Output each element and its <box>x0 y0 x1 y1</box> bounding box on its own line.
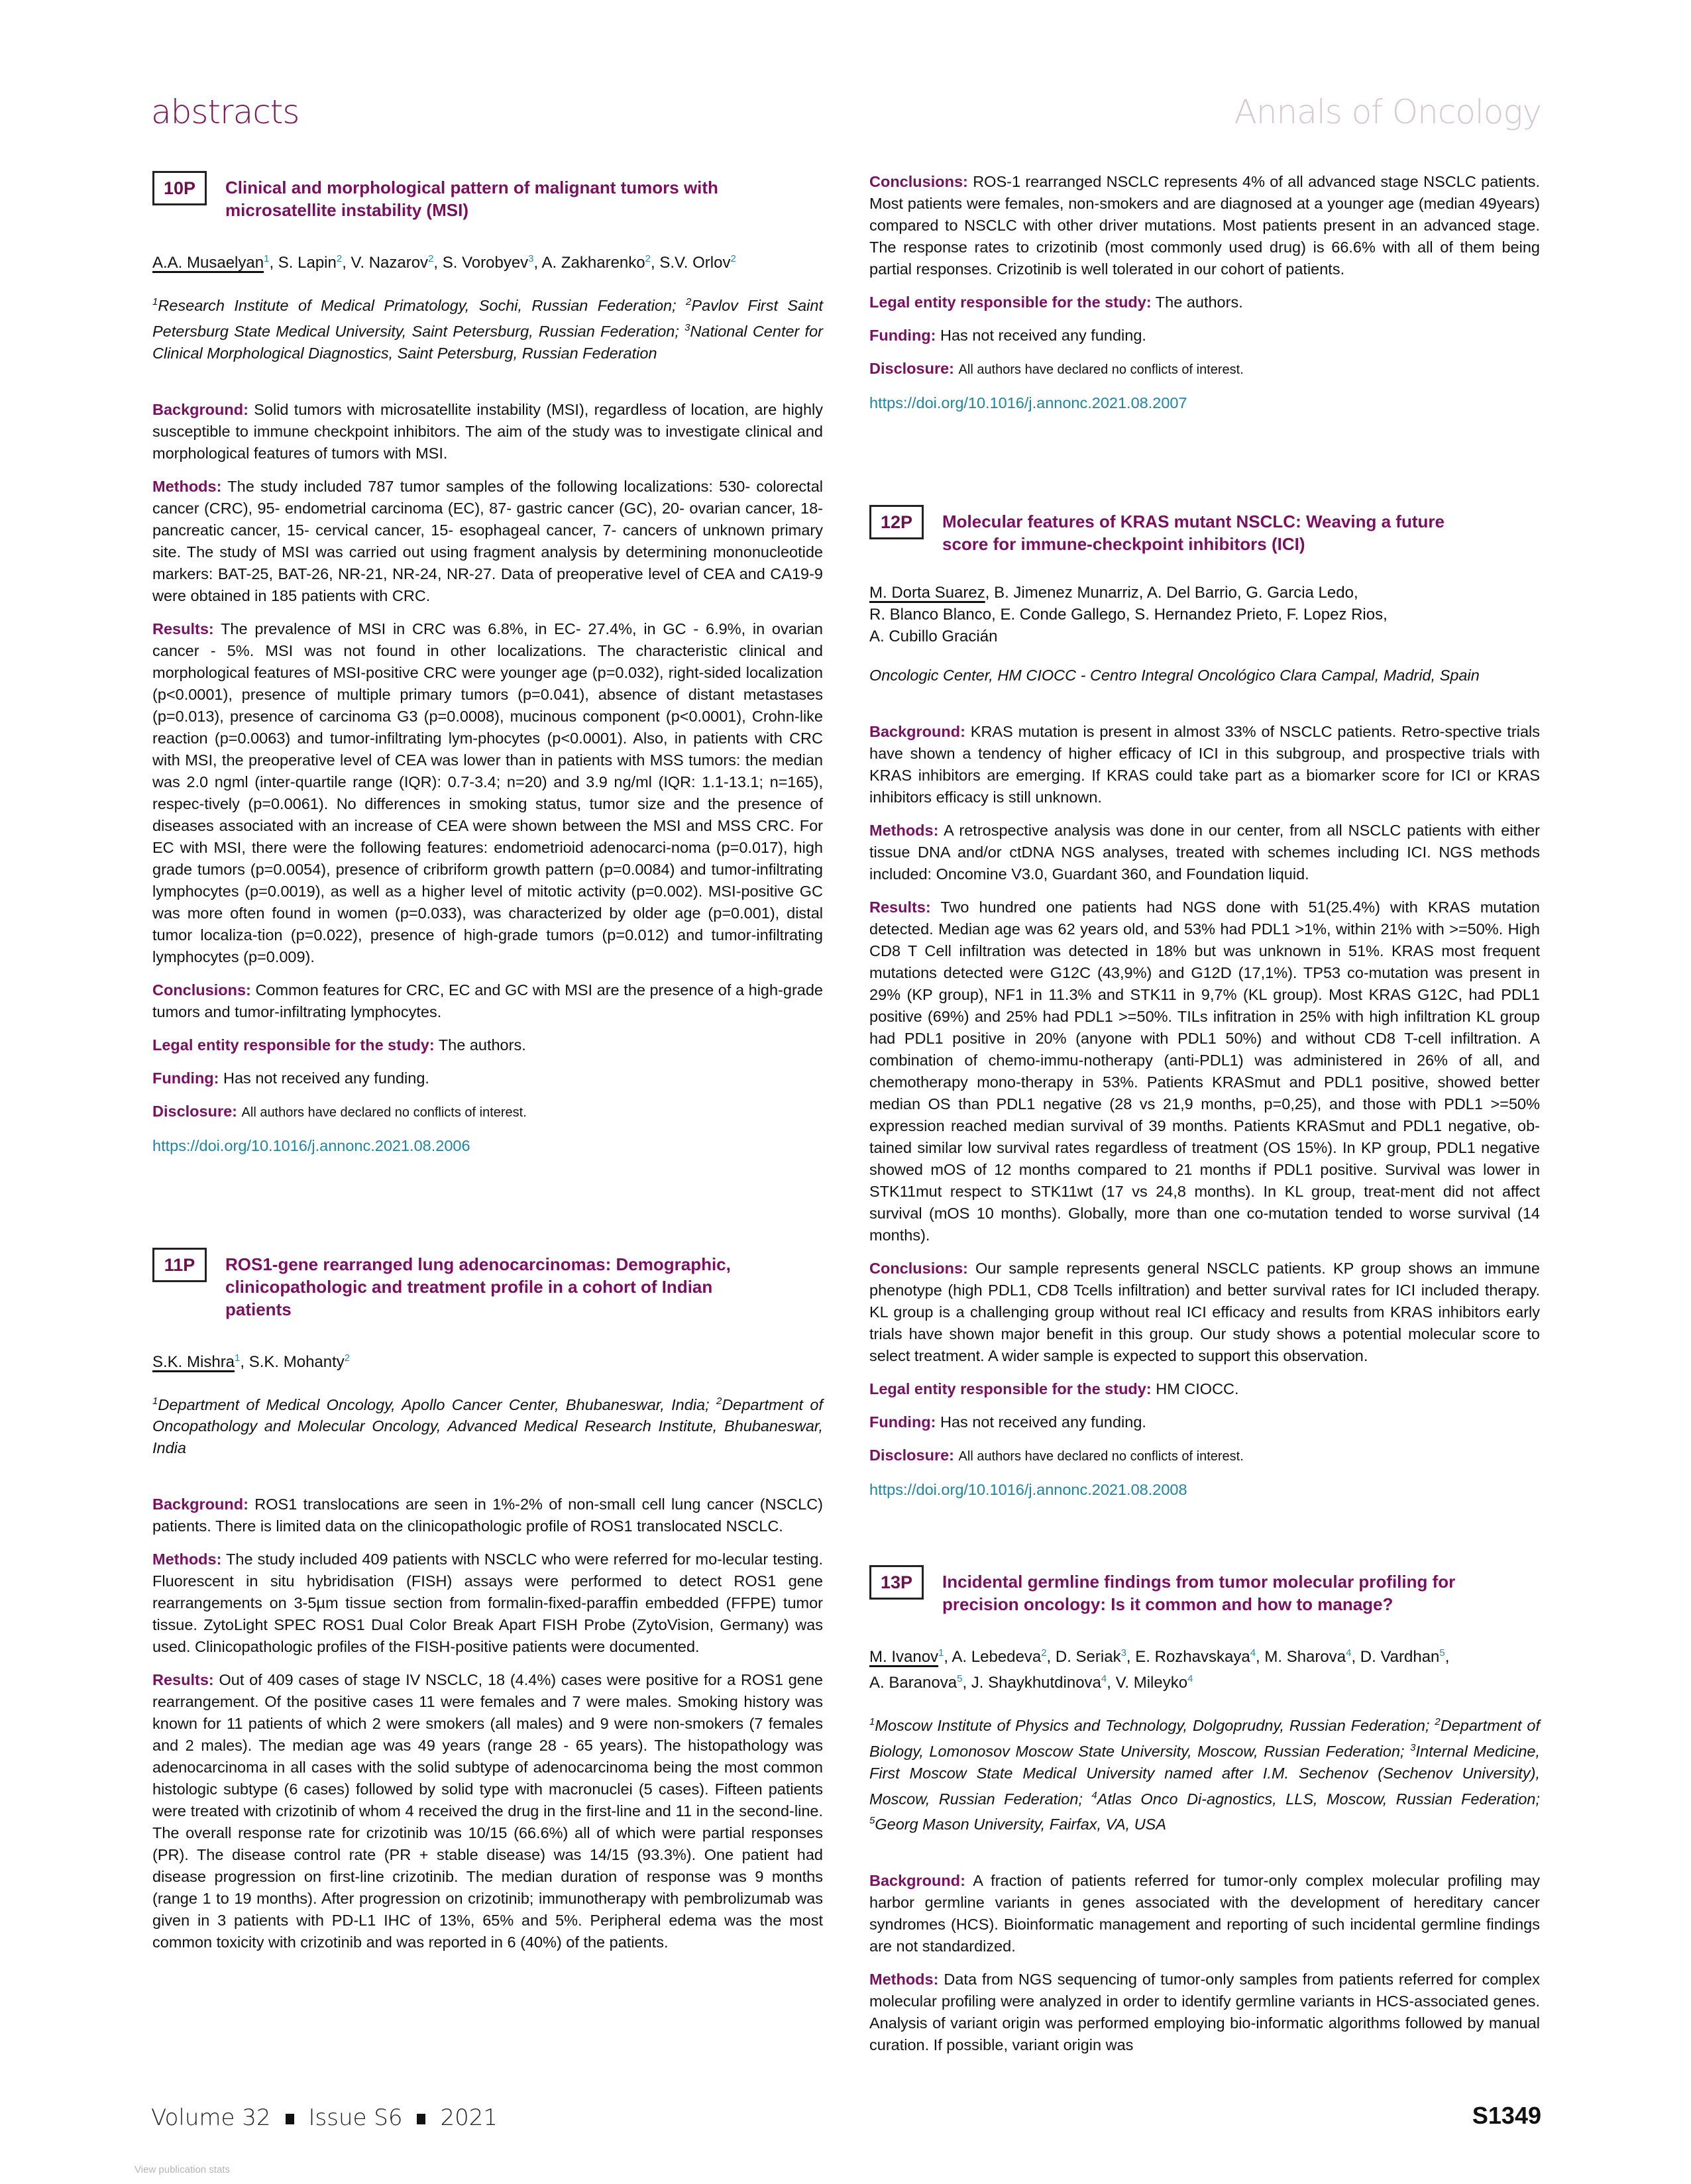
footer-volume: Volume 32 <box>151 2104 271 2131</box>
section-text: ROS-1 rearranged NSCLC represents 4% of all advanced stage NSCLC patients. Most patients were females, non-smokers and are diagnosed at a younger age (median 49years) compared to NSCLC with other driver mutations. Most patients present in an advanced stage. The response rates to crizotinib (most commonly used drug) is 66.6% with all of them being partial responses. Crizotinib is well tolerated in our cohort of patients. <box>869 173 1541 278</box>
section-label: Methods: <box>152 1551 222 1568</box>
section-label: Disclosure: <box>152 1102 237 1120</box>
section-label: Conclusions: <box>152 981 251 999</box>
abstract-id-badge: 11P <box>152 1248 207 1282</box>
affiliation-text: Department of Medical Oncology, Apollo Cancer Center, Bhubaneswar, India; <box>158 1395 716 1413</box>
abstract-title: Clinical and morphological pattern of malignant tumors with microsatellite instability (MSI) <box>225 178 718 220</box>
section-text: All authors have declared no conflicts of interest. <box>958 1449 1244 1464</box>
section-text: Has not received any funding. <box>223 1069 429 1087</box>
section-text: HM CIOCC. <box>1156 1380 1239 1397</box>
abstract-id-badge: 10P <box>152 171 207 205</box>
methods-section <box>869 820 1540 885</box>
author-name: V. Mileyko <box>1115 1674 1188 1692</box>
disclosure-section <box>869 1445 1540 1468</box>
affiliation-text: Atlas Onco Di-agnostics, LLS, Moscow, Russian Federation; <box>1097 1790 1540 1808</box>
affiliations <box>152 1390 823 1460</box>
abstract-11p-continued <box>869 171 1540 414</box>
section-text: KRAS mutation is present in almost 33% of NSCLC patients. Retro-spective trials have shown a tendency of higher efficacy of ICI in this subgroup, and prospective trials with KRAS inhibitors are emerging. If KRAS could take part as a biomarker score for ICI or KRAS inhibitors efficacy is still unknown. <box>869 723 1540 806</box>
affiliations <box>152 291 823 364</box>
author-affiliation-mark: 4 <box>1101 1673 1107 1684</box>
author-names: R. Blanco Blanco, E. Conde Gallego, S. Hernandez Prieto, F. Lopez Rios, <box>869 606 1388 624</box>
author-affiliation-mark: 4 <box>1250 1647 1256 1659</box>
left-column <box>152 171 823 1965</box>
section-label: Methods: <box>869 1971 939 1989</box>
right-column <box>869 171 1540 2067</box>
separator-square-icon <box>417 2114 425 2124</box>
affiliation-text: Georg Mason University, Fairfax, VA, USA <box>875 1816 1167 1833</box>
disclosure-section <box>869 358 1540 381</box>
author-name: M. Sharova <box>1264 1648 1346 1666</box>
section-text: All authors have declared no conflicts of interest. <box>958 362 1244 377</box>
author-affiliation-mark: 2 <box>1041 1647 1047 1659</box>
author-affiliation-mark: 2 <box>344 1352 351 1364</box>
author-name: A. Baranova <box>869 1674 957 1692</box>
page-number: S1349 <box>1472 2102 1541 2129</box>
results-section <box>152 618 823 968</box>
section-label: Results: <box>152 620 214 637</box>
abstract-spacer <box>869 1512 1540 1565</box>
methods-section <box>152 476 823 607</box>
abstract-heading <box>152 171 823 221</box>
affiliation-text: Moscow Institute of Physics and Technology, Dolgoprudny, Russian Federation; <box>875 1716 1435 1734</box>
author-affiliation-mark: 2 <box>336 253 343 264</box>
section-label: Background: <box>152 400 248 418</box>
section-text: A fraction of patients referred for tumor-only complex molecular profiling may harbor germline variants in genes associated with the development of hereditary cancer syndromes (HCS). Bioinformatic management and reporting of such incidental germline findings are not standardized. <box>869 1872 1541 1955</box>
affiliation-text: National Center for Clinical Morphological Diagnostics, Saint Petersburg, Russian Federation <box>152 322 823 362</box>
section-label: Funding: <box>152 1069 219 1087</box>
footer-year: 2021 <box>440 2104 498 2131</box>
view-publication-stats-link[interactable]: View publication stats <box>135 2164 230 2175</box>
section-text: The study included 787 tumor samples of the following localizations: 530- colorectal cancer (CRC), 95- endometrial carcinoma (EC), 87- gastric cancer (GC), 20- ovarian cancer, 18- pancreatic cancer, 15- cervical cancer, 15- esophageal cancer, 7- cancers of unknown primary site. The study of MSI was carried out using fragment analysis by determining mononucleotide markers: BAT-25, BAT-26, NR-21, NR-24, NR-27. Data of preoperative level of CEA and CA19-9 were obtained in 185 patients with CRC. <box>152 477 823 604</box>
section-label: Conclusions: <box>869 173 968 190</box>
author-affiliation-mark: 2 <box>730 253 736 264</box>
author-affiliation-mark: 1 <box>235 1352 241 1364</box>
author-names: A. Cubillo Gracián <box>869 628 998 645</box>
abstract-12p <box>869 505 1540 1501</box>
author-name: D. Vardhan <box>1360 1648 1440 1666</box>
running-header-section: abstracts <box>151 93 300 131</box>
footer-issue: Issue S6 <box>308 2104 403 2131</box>
abstract-heading <box>869 505 1540 555</box>
funding-section <box>869 1411 1540 1433</box>
author-name: S. Lapin <box>278 254 337 272</box>
separator-square-icon <box>286 2114 294 2124</box>
legal-entity-section <box>152 1034 823 1056</box>
section-label: Methods: <box>869 822 939 839</box>
author-affiliation-mark: 3 <box>528 253 534 264</box>
author-name: E. Rozhavskaya <box>1135 1648 1250 1666</box>
conclusions-section <box>869 1258 1540 1367</box>
methods-section <box>869 1969 1540 2056</box>
doi-link[interactable]: https://doi.org/10.1016/j.annonc.2021.08.2007 <box>869 394 1187 411</box>
abstract-heading <box>869 1565 1540 1615</box>
author-name: M. Dorta Suarez <box>869 584 985 602</box>
affiliation-text: Pavlov First Saint Petersburg State Medical University, Saint Petersburg, Russian Federation; <box>152 296 823 340</box>
affiliation-number: 2 <box>686 296 692 307</box>
legal-entity-section <box>869 292 1540 313</box>
affiliations <box>869 1711 1540 1835</box>
author-name: S.K. Mohanty <box>248 1352 345 1371</box>
author-affiliation-mark: 4 <box>1346 1647 1352 1659</box>
author-name: S.K. Mishra <box>152 1352 235 1371</box>
affiliation-text: Internal Medicine, First Moscow State Medical University named after I.M. Sechenov (Sechenov University), Moscow, Russian Federation; <box>869 1742 1540 1808</box>
affiliation-number: 1 <box>869 1716 875 1727</box>
author-affiliation-mark: 5 <box>1439 1647 1445 1659</box>
section-text: The authors. <box>438 1036 526 1054</box>
affiliation-text: Research Institute of Medical Primatology, Sochi, Russian Federation; <box>158 296 686 314</box>
author-name: J. Shaykhutdinova <box>971 1674 1101 1692</box>
abstract-heading <box>152 1248 823 1321</box>
section-text: Common features for CRC, EC and GC with MSI are the presence of a high-grade tumors and tumor-infiltrating lymphocytes. <box>152 981 823 1020</box>
author-list: M. Ivanov$^1$, A. Lebedeva$^2$, D. Seriak$^3$, E. Rozhavskaya$^4$, M. Sharova$^4$, D. Vardhan$^5$, A. Baranova$^5$, J. Shaykhutdinova$^4$, V. Mileyko$^4$ <box>869 1647 1450 1692</box>
funding-section <box>152 1067 823 1089</box>
affiliation-text: Department of Biology, Lomonosov Moscow State University, Moscow, Russian Federation; <box>869 1716 1540 1760</box>
author-affiliation-mark: 1 <box>264 253 270 264</box>
section-label: Disclosure: <box>869 360 954 377</box>
abstract-11p <box>152 1248 823 1954</box>
abstract-id-badge: 12P <box>869 505 924 539</box>
affiliation-number: 4 <box>1091 1789 1097 1801</box>
affiliation-number: 3 <box>684 321 690 333</box>
section-label: Background: <box>869 723 965 740</box>
section-label: Legal entity responsible for the study: <box>869 294 1152 311</box>
affiliation-number: 1 <box>152 1395 158 1407</box>
author-affiliation-mark: 3 <box>1120 1647 1126 1659</box>
footer-volume-info <box>151 2104 498 2131</box>
section-text: A retrospective analysis was done in our center, from all NSCLC patients with either tissue DNA and/or ctDNA NGS analyses, treated with schemes including ICI. NGS methods included: Oncomine V3.0, Guardant 360, and Foundation liquid. <box>869 822 1541 883</box>
abstract-title: Incidental germline findings from tumor molecular profiling for precision oncology: Is it common and how to manage? <box>942 1572 1456 1614</box>
abstract-spacer <box>152 1168 823 1248</box>
section-label: Background: <box>869 1872 965 1890</box>
author-name: V. Nazarov <box>351 254 429 272</box>
author-name: D. Seriak <box>1055 1648 1121 1666</box>
section-text: Data from NGS sequencing of tumor-only samples from patients referred for complex molecular profiling were analyzed in order to identify germline variants in HCS-associated genes. Analysis of variant origin was performed employing bio-informatic algorithms followed by manual curation. If possible, variant origin was <box>869 1971 1540 2054</box>
author-list: S.K. Mishra$^1$, S.K. Mohanty$^2$ <box>152 1352 351 1371</box>
abstract-13p <box>869 1565 1540 2056</box>
section-label: Legal entity responsible for the study: <box>152 1036 435 1054</box>
author-name: A.A. Musaelyan <box>152 254 264 272</box>
affiliation-text: Department of Oncopathology and Molecular Oncology, Advanced Medical Research Institute, Bhubaneswar, India <box>152 1395 823 1457</box>
affiliation-number: 2 <box>716 1395 722 1407</box>
author-affiliation-mark: 2 <box>428 253 434 264</box>
author-name: A. Lebedeva <box>952 1648 1042 1666</box>
section-text: The authors. <box>1155 294 1243 311</box>
author-name: M. Ivanov <box>869 1648 939 1666</box>
section-label: Results: <box>869 899 931 916</box>
results-section <box>869 897 1540 1246</box>
affiliation-number: 1 <box>152 296 158 307</box>
affiliation-text: Oncologic Center, HM CIOCC - Centro Integral Oncológico Clara Campal, Madrid, Spain <box>869 667 1480 684</box>
doi-link[interactable]: https://doi.org/10.1016/j.annonc.2021.08.2008 <box>869 1481 1187 1498</box>
methods-section <box>152 1549 823 1658</box>
doi-link[interactable]: https://doi.org/10.1016/j.annonc.2021.08.2006 <box>152 1136 470 1154</box>
affiliation-number: 5 <box>869 1815 875 1827</box>
section-label: Funding: <box>869 327 936 344</box>
section-text: Solid tumors with microsatellite instability (MSI), regardless of location, are highly susceptible to immune checkpoint inhibitors. The aim of the study was to investigate clinical and morphological features of tumors with MSI. <box>152 400 823 462</box>
affiliation-number: 3 <box>1410 1741 1416 1753</box>
section-label: Background: <box>152 1496 248 1513</box>
author-name: A. Zakharenko <box>541 254 645 272</box>
author-name: S.V. Orlov <box>659 254 731 272</box>
abstract-spacer <box>869 425 1540 505</box>
results-section <box>152 1669 823 1953</box>
author-names: , B. Jimenez Munarriz, A. Del Barrio, G. Garcia Ledo, <box>985 584 1358 602</box>
affiliations <box>869 665 1540 686</box>
section-text: All authors have declared no conflicts of interest. <box>241 1105 527 1120</box>
affiliation-number: 2 <box>1435 1716 1441 1727</box>
section-label: Results: <box>152 1671 214 1689</box>
section-label: Funding: <box>869 1413 936 1431</box>
running-header-journal: Annals of Oncology <box>1234 93 1541 131</box>
background-section <box>152 399 823 464</box>
section-label: Legal entity responsible for the study: <box>869 1380 1152 1397</box>
conclusions-section <box>869 171 1540 280</box>
section-text: Our sample represents general NSCLC patients. KP group shows an immune phenotype (high PDL1, CD8 Tcells infiltration) and better survival rates for ICI included therapy. KL group is a challenging group without real ICI efficacy and results from KRAS inhibitors early trials have shown major benefit in this group. Our study shows a potential molecular score to select treatment. A wider sample is expected to support this observation. <box>869 1260 1541 1364</box>
legal-entity-section <box>869 1378 1540 1400</box>
author-list <box>869 582 1540 647</box>
abstract-title: Molecular features of KRAS mutant NSCLC: Weaving a future score for immune-checkpoint inhibitors (ICI) <box>942 512 1445 554</box>
section-label: Disclosure: <box>869 1447 954 1464</box>
abstract-id-badge: 13P <box>869 1565 924 1600</box>
author-affiliation-mark: 1 <box>938 1647 944 1659</box>
section-text: The study included 409 patients with NSCLC who were referred for mo-lecular testing. Fluorescent in situ hybridisation (FISH) assays were performed to detect ROS1 gene rearrangements on 3-5µm tissue section from formalin-fixed-paraffin embedded (FFPE) tumor tissue. ZytoLight SPEC ROS1 Dual Color Break Apart FISH Probe (ZytoVision, Germany) was used. Clinicopathologic profiles of the FISH-positive patients were documented. <box>152 1551 823 1656</box>
funding-section <box>869 325 1540 347</box>
section-text: Two hundred one patients had NGS done with 51(25.4%) with KRAS mutation detected. Median age was 62 years old, and 53% had PDL1 >1%, within 21% with >=50%. High CD8 T Cell infiltration was detected in 18% but was unknown in 51%. KRAS most frequent mutations detected were G12C (43,9%) and G12D (17,1%). TP53 co-mutation was present in 29% (KP group), NF1 in 11.3% and STK11 in 9,7% (KL group). Most KRAS G12C, had PDL1 positive (69%) and 25% had PDL1 >=50%. TILs infitration in 25% with high infiltration KL group had PDL1 positive in 20% (anyone with PDL1 50%) and without CD8 T-cell infiltration. A combination of chemo-immu-notherapy (anti-PDL1) was administered in 26% of all, and chemotherapy mono-therapy in 53%. Patients KRASmut and PDL1 positive, showed better median OS than PDL1 negative (28 vs 21,9 months, p=0,25), and those with PDL1 >=50% expression reached median survival of 39 months. Patients KRASmut and PDL1 negative, ob-tained similar low survival rates regardless of treatment (OS 15%). In KP group, PDL1 negative showed mOS of 12 months compared to 21 months if PDL1 positive. Survival was lower in STK11mut respect to STK11wt (17 vs 24,8 months). In KL group, treat-ment did not affect survival (mOS 10 months). Globally, more than one co-mutation tended to worse survival (14 months). <box>869 899 1540 1244</box>
author-affiliation-mark: 2 <box>645 253 651 264</box>
background-section <box>152 1494 823 1537</box>
author-affiliation-mark: 5 <box>957 1673 963 1684</box>
section-text: ROS1 translocations are seen in 1%-2% of non-small cell lung cancer (NSCLC) patients. There is limited data on the clinicopathologic profile of ROS1 translocated NSCLC. <box>152 1496 823 1535</box>
abstract-10p <box>152 171 823 1157</box>
disclosure-section <box>152 1101 823 1124</box>
section-label: Methods: <box>152 477 222 495</box>
section-text: Out of 409 cases of stage IV NSCLC, 18 (4.4%) cases were positive for a ROS1 gene rearrangement. Of the positive cases 11 were females and 7 were males. Smoking history was known for 11 patients of which 2 were smokers (all males) and 9 were non-smokers (7 females and 2 males). The median age was 49 years (range 28 - 65 years). The histopathology was adenocarcinoma in all cases with the solid subtype of adenocarcinoma being the most common histologic subtype (6 cases) followed by solid type with macronuclei (5 cases). Fifteen patients were treated with crizotinib of whom 4 received the drug in the first-line and 11 in the second-line. The overall response rate for crizotinib was 10/15 (66.6%) all of which were partial responses (PR). The disease control rate (PR + stable disease) was 14/15 (93.3%). One patient had disease progression on first-line crizotinib. The median duration of response was 9 months (range 1 to 19 months). After progression on crizotinib; immunotherapy with pembrolizumab was given in 3 patients with PD-L1 IHC of 13%, 65% and 5%. Peripheral edema was the most common toxicity with crizotinib and was reported in 6 (40%) of the patients. <box>152 1671 824 1951</box>
section-text: Has not received any funding. <box>940 327 1146 344</box>
section-label: Conclusions: <box>869 1260 968 1277</box>
abstract-title: ROS1-gene rearranged lung adenocarcinomas: Demographic, clinicopathologic and treatment profile in a cohort of Indian patients <box>225 1254 731 1319</box>
section-text: Has not received any funding. <box>940 1413 1146 1431</box>
section-text: The prevalence of MSI in CRC was 6.8%, in EC- 27.4%, in GC - 6.9%, in ovarian cancer - 5%. MSI was not found in other localizations. The characteristic clinical and morphological features of MSI-positive CRC were younger age (p=0.032), right-sided localization (p<0.0001), presence of multiple primary tumors (p=0.041), absence of distant metastases (p=0.013), presence of carcinoma G3 (p=0.0008), mucinous component (p<0.0001), Crohn-like reaction (p=0.0063) and tumor-infiltrating lym-phocytes (p<0.0001). Also, in patients with CRC with MSI, the preoperative level of CEA was lower than in patients with MSS tumors: the median was 2.0 ngml (inter-quartile range (IQR): 0.7-3.4; n=20) and 3.9 ng/ml (IQR: 1.1-13.1; n=165), respec-tively (p=0.0061). No differences in smoking status, tumor size and the presence of diseases associated with an increase of CEA were shown between the MSI and MSS CRC. For EC with MSI, there were the following features: endometrioid adenocarci-noma (p=0.017), high grade tumors (p=0.0054), presence of cribriform growth pattern (p=0.0084) and tumor-infiltrating lymphocytes (p=0.0019), as well as a higher level of mitotic activity (p=0.002). MSI-positive GC was more often found in women (p=0.033), was characterized by older age (p=0.001), distal tumor localiza-tion (p=0.022), presence of high-grade tumors (p=0.012) and tumor-infiltrating lymphocytes (p=0.009). <box>152 620 823 965</box>
background-section <box>869 721 1540 808</box>
conclusions-section <box>152 979 823 1023</box>
author-list: A.A. Musaelyan$^1$, S. Lapin$^2$, V. Nazarov$^2$, S. Vorobyev$^3$, A. Zakharenko$^2$, S.V. Orlov$^2$ <box>152 253 736 272</box>
author-name: S. Vorobyev <box>442 254 529 272</box>
background-section <box>869 1870 1540 1957</box>
author-affiliation-mark: 4 <box>1187 1673 1193 1684</box>
